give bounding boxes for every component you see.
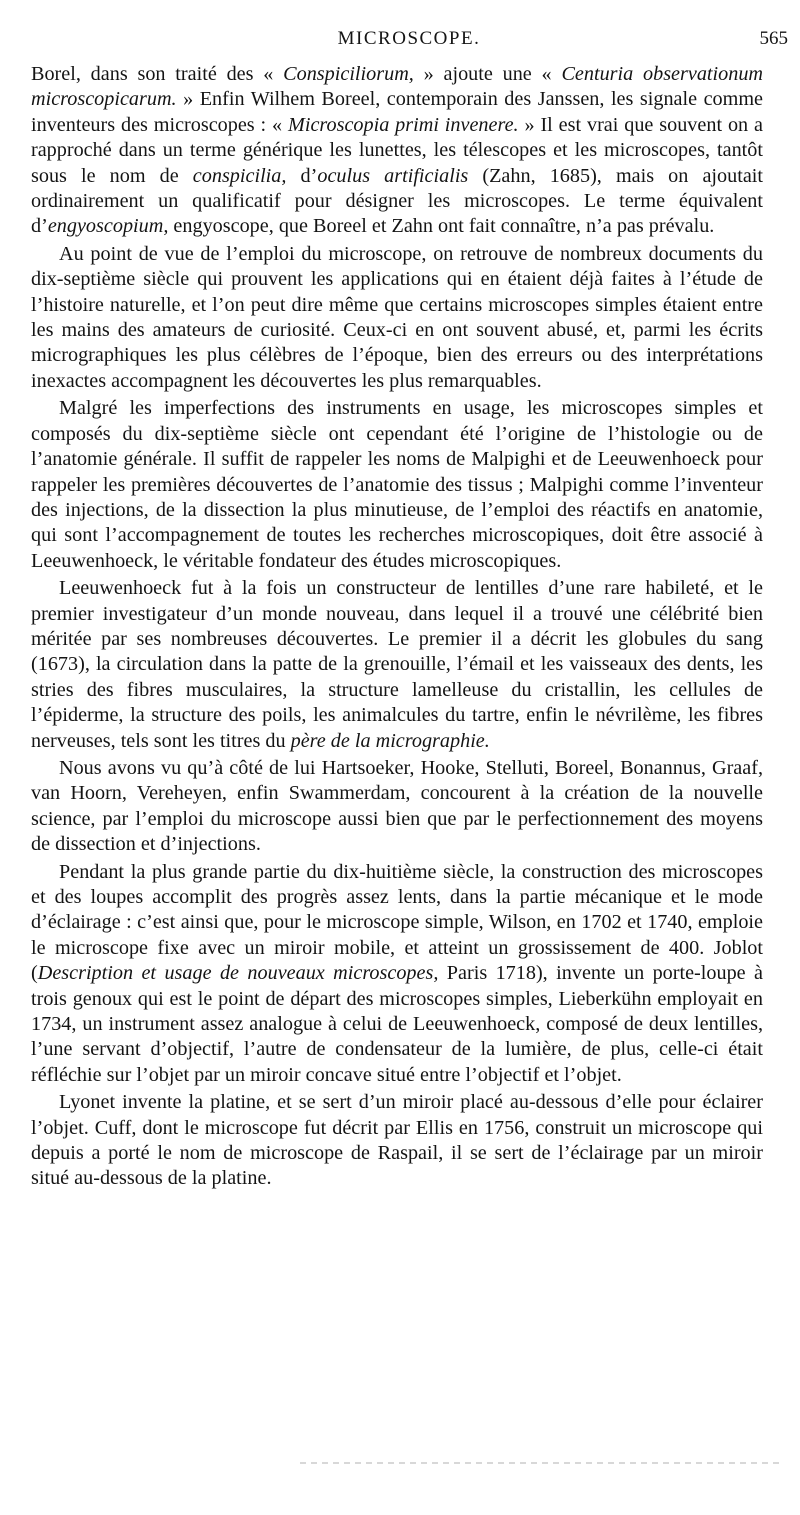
print-smudge	[300, 1462, 780, 1464]
paragraph	[31, 860, 763, 1089]
italic-text: Conspiciliorum,	[283, 63, 414, 85]
body-text	[31, 62, 763, 1192]
text-run: Borel, dans son traité des «	[31, 63, 284, 85]
italic-text: engyoscopium,	[47, 215, 169, 238]
paragraph	[31, 242, 763, 394]
text-run: Paris 1718), invente un porte-loupe à trois genoux qui est le point de départ des microscopes simples, Lieberkühn employait en 1734, un instrument assez analogue à celui de Leeuwenhoeck, composé de deux lentilles, l’une servant d’objectif, l’autre de condensateur de la lumière, de plus, celle-ci était réfléchie sur l’objet par un miroir concave situé entre l’objectif et l’objet.	[31, 962, 763, 1086]
page-number: 565	[759, 28, 788, 49]
text-run: Pendant la plus grande partie du dix-huitième siècle, la construction des microscopes et des loupes accomplit des progrès assez lents, dans la partie mécanique et le mode d’éclairage : c’est ainsi que, pour le microscope simple, Wilson, en 1702 et 1740, emploie le microscope fixe avec un miroir mobile, et atteint un grossissement de 400. Joblot (	[31, 860, 763, 985]
text-run: d’	[286, 164, 318, 187]
paragraph	[31, 756, 763, 858]
paragraph	[31, 1090, 763, 1192]
text-run: engyoscope, que Boreel et Zahn ont fait connaître, n’a pas prévalu.	[168, 215, 715, 238]
text-run: » Enfin Wilhem Boreel, contemporain des Janssen, les signale comme inventeurs des microscopes : «	[31, 88, 763, 136]
running-title: MICROSCOPE.	[337, 28, 481, 49]
text-run: Nous avons vu qu’à côté de lui Hartsoeker, Hooke, Stelluti, Boreel, Bonannus, Graaf, van Hoorn, Vereheyen, enfin Swammerdam, concourent à la création de la nouvelle science, par l’emploi du microscope aussi bien que par le perfectionnement des moyens de dissection et d’injections.	[31, 756, 763, 856]
italic-text: Centuria observationum microscopicarum.	[31, 63, 763, 111]
italic-text: père de la micrographie.	[290, 729, 490, 752]
text-run: Leeuwenhoeck fut à la fois un constructeur de lentilles d’une rare habileté, et le premier investigateur d’un monde nouveau, dans lequel il a trouvé une célébrité bien méritée par ses nombreuses découvertes. Le premier il a décrit les globules du sang (1673), la circulation dans la patte de la grenouille, l’émail et les vaisseaux des dents, les stries des fibres musculaires, la structure lamelleuse du cristallin, les cellules de l’épiderme, la structure des poils, les animalcules du tartre, enfin le névrilème, les fibres nerveuses, tels sont les titres du	[31, 577, 763, 752]
italic-text: oculus artificialis	[317, 164, 469, 187]
italic-text: conspicilia,	[192, 164, 287, 187]
page-header	[30, 28, 788, 58]
text-run: Malgré les imperfections des instruments en usage, les microscopes simples et composés du dix-septième siècle ont cependant été l’origine de l’histologie ou de l’anatomie générale. Il suffit de rappeler les noms de Malpighi et de Leeuwenhoeck pour rappeler les premières découvertes de l’anatomie des tissus ; Malpighi comme l’inventeur des injections, de la dissection la plus minutieuse, de l’emploi des réactifs en anatomie, qui sont l’accompagnement de toutes les recherches microscopiques, doit être associé à Leeuwenhoeck, le véritable fondateur des études microscopiques.	[31, 397, 763, 572]
text-run: » ajoute une «	[413, 63, 562, 85]
text-run: (Zahn, 1685), mais on ajoutait ordinairement un qualificatif pour désigner les microscopes. Le terme équivalent d’	[31, 164, 763, 238]
text-run: Lyonet invente la platine, et se sert d’un miroir placé au-dessous d’elle pour éclairer l’objet. Cuff, dont le microscope fut décrit par Ellis en 1756, construit un microscope qui depuis a porté le nom de microscope de Raspail, il se sert de l’éclairage par un miroir situé au-dessous de la platine.	[31, 1091, 763, 1190]
paragraph	[31, 576, 763, 754]
paragraph	[31, 62, 763, 240]
text-run: » Il est vrai que souvent on a rapproché dans un terme générique les lunettes, les télescopes et les microscopes, tantôt sous le nom de	[31, 113, 763, 187]
text-run: Au point de vue de l’emploi du microscope, on retrouve de nombreux documents du dix-septième siècle qui prouvent les applications qui en étaient déjà faites à l’étude de l’histoire naturelle, et l’on peut dire même que certains microscopes simples étaient entre les mains des amateurs de curiosité. Ceux-ci en ont souvent abusé, et, parmi les écrits micrographiques les plus célèbres de l’époque, bien des erreurs ou des interprétations inexactes accompagnent les découvertes les plus remarquables.	[31, 242, 763, 392]
italic-text: Microscopia primi invenere.	[288, 113, 519, 136]
paragraph	[31, 396, 763, 574]
italic-text: Description et usage de nouveaux microscopes,	[37, 962, 439, 985]
